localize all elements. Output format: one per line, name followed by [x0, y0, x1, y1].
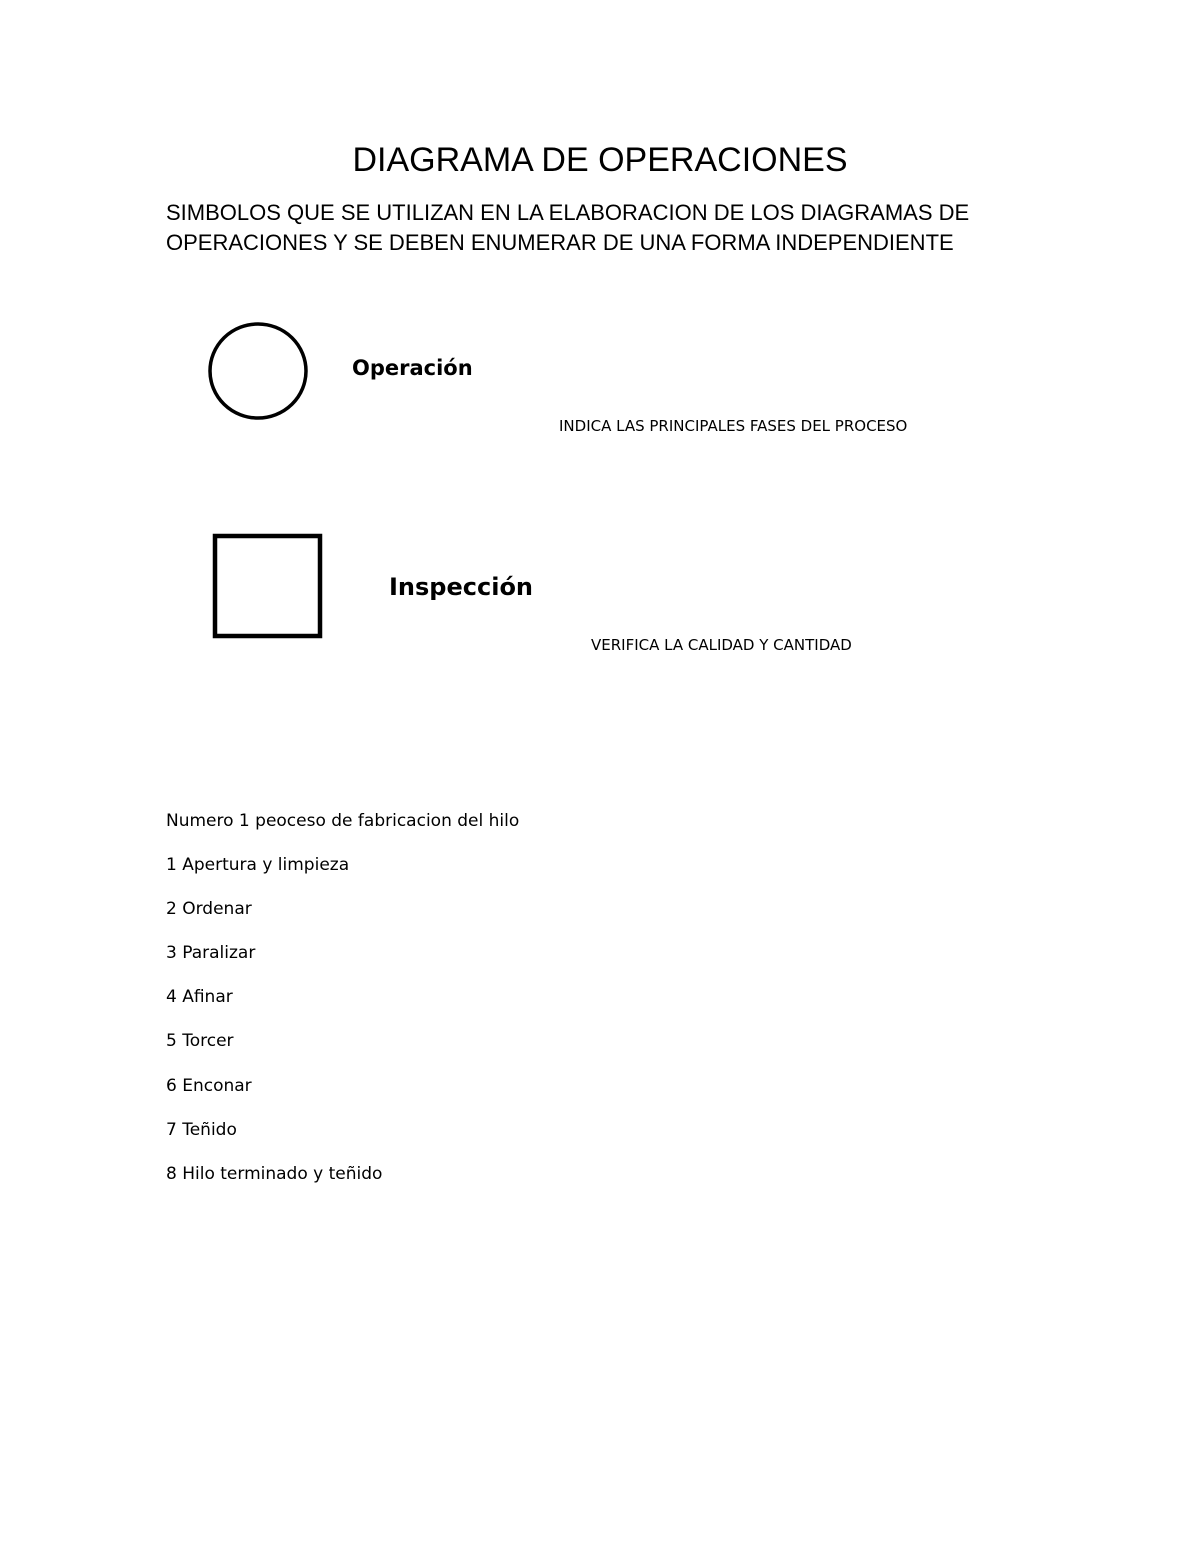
process-step: 5 Torcer: [166, 1031, 234, 1052]
process-step: 2 Ordenar: [166, 899, 252, 920]
process-list: [166, 810, 519, 1207]
process-step: 6 Enconar: [166, 1075, 252, 1096]
process-step: 8 Hilo terminado y teñido: [166, 1163, 383, 1184]
process-step: 3 Paralizar: [166, 943, 256, 964]
page-title: DIAGRAMA DE OPERACIONES: [352, 141, 848, 179]
process-step: 4 Afinar: [166, 987, 233, 1008]
process-heading: Numero 1 peoceso de fabricacion del hilo: [166, 811, 520, 831]
process-step: 1 Apertura y limpieza: [166, 855, 350, 876]
operation-description: INDICA LAS PRINCIPALES FASES DEL PROCESO: [559, 417, 908, 435]
inspection-label: Inspección: [389, 573, 534, 601]
page-subtitle: SIMBOLOS QUE SE UTILIZAN EN LA ELABORACION DE LOS DIAGRAMAS DE OPERACIONES Y SE DEBEN ENUMERAR DE UNA FORMA INDEPENDIENTE: [166, 200, 970, 255]
inspection-square-icon: [212, 533, 324, 640]
operation-circle-icon: [206, 320, 310, 422]
process-step: 7 Teñido: [166, 1119, 237, 1140]
operation-label: Operación: [352, 356, 473, 380]
inspection-description: VERIFICA LA CALIDAD Y CANTIDAD: [591, 636, 852, 654]
